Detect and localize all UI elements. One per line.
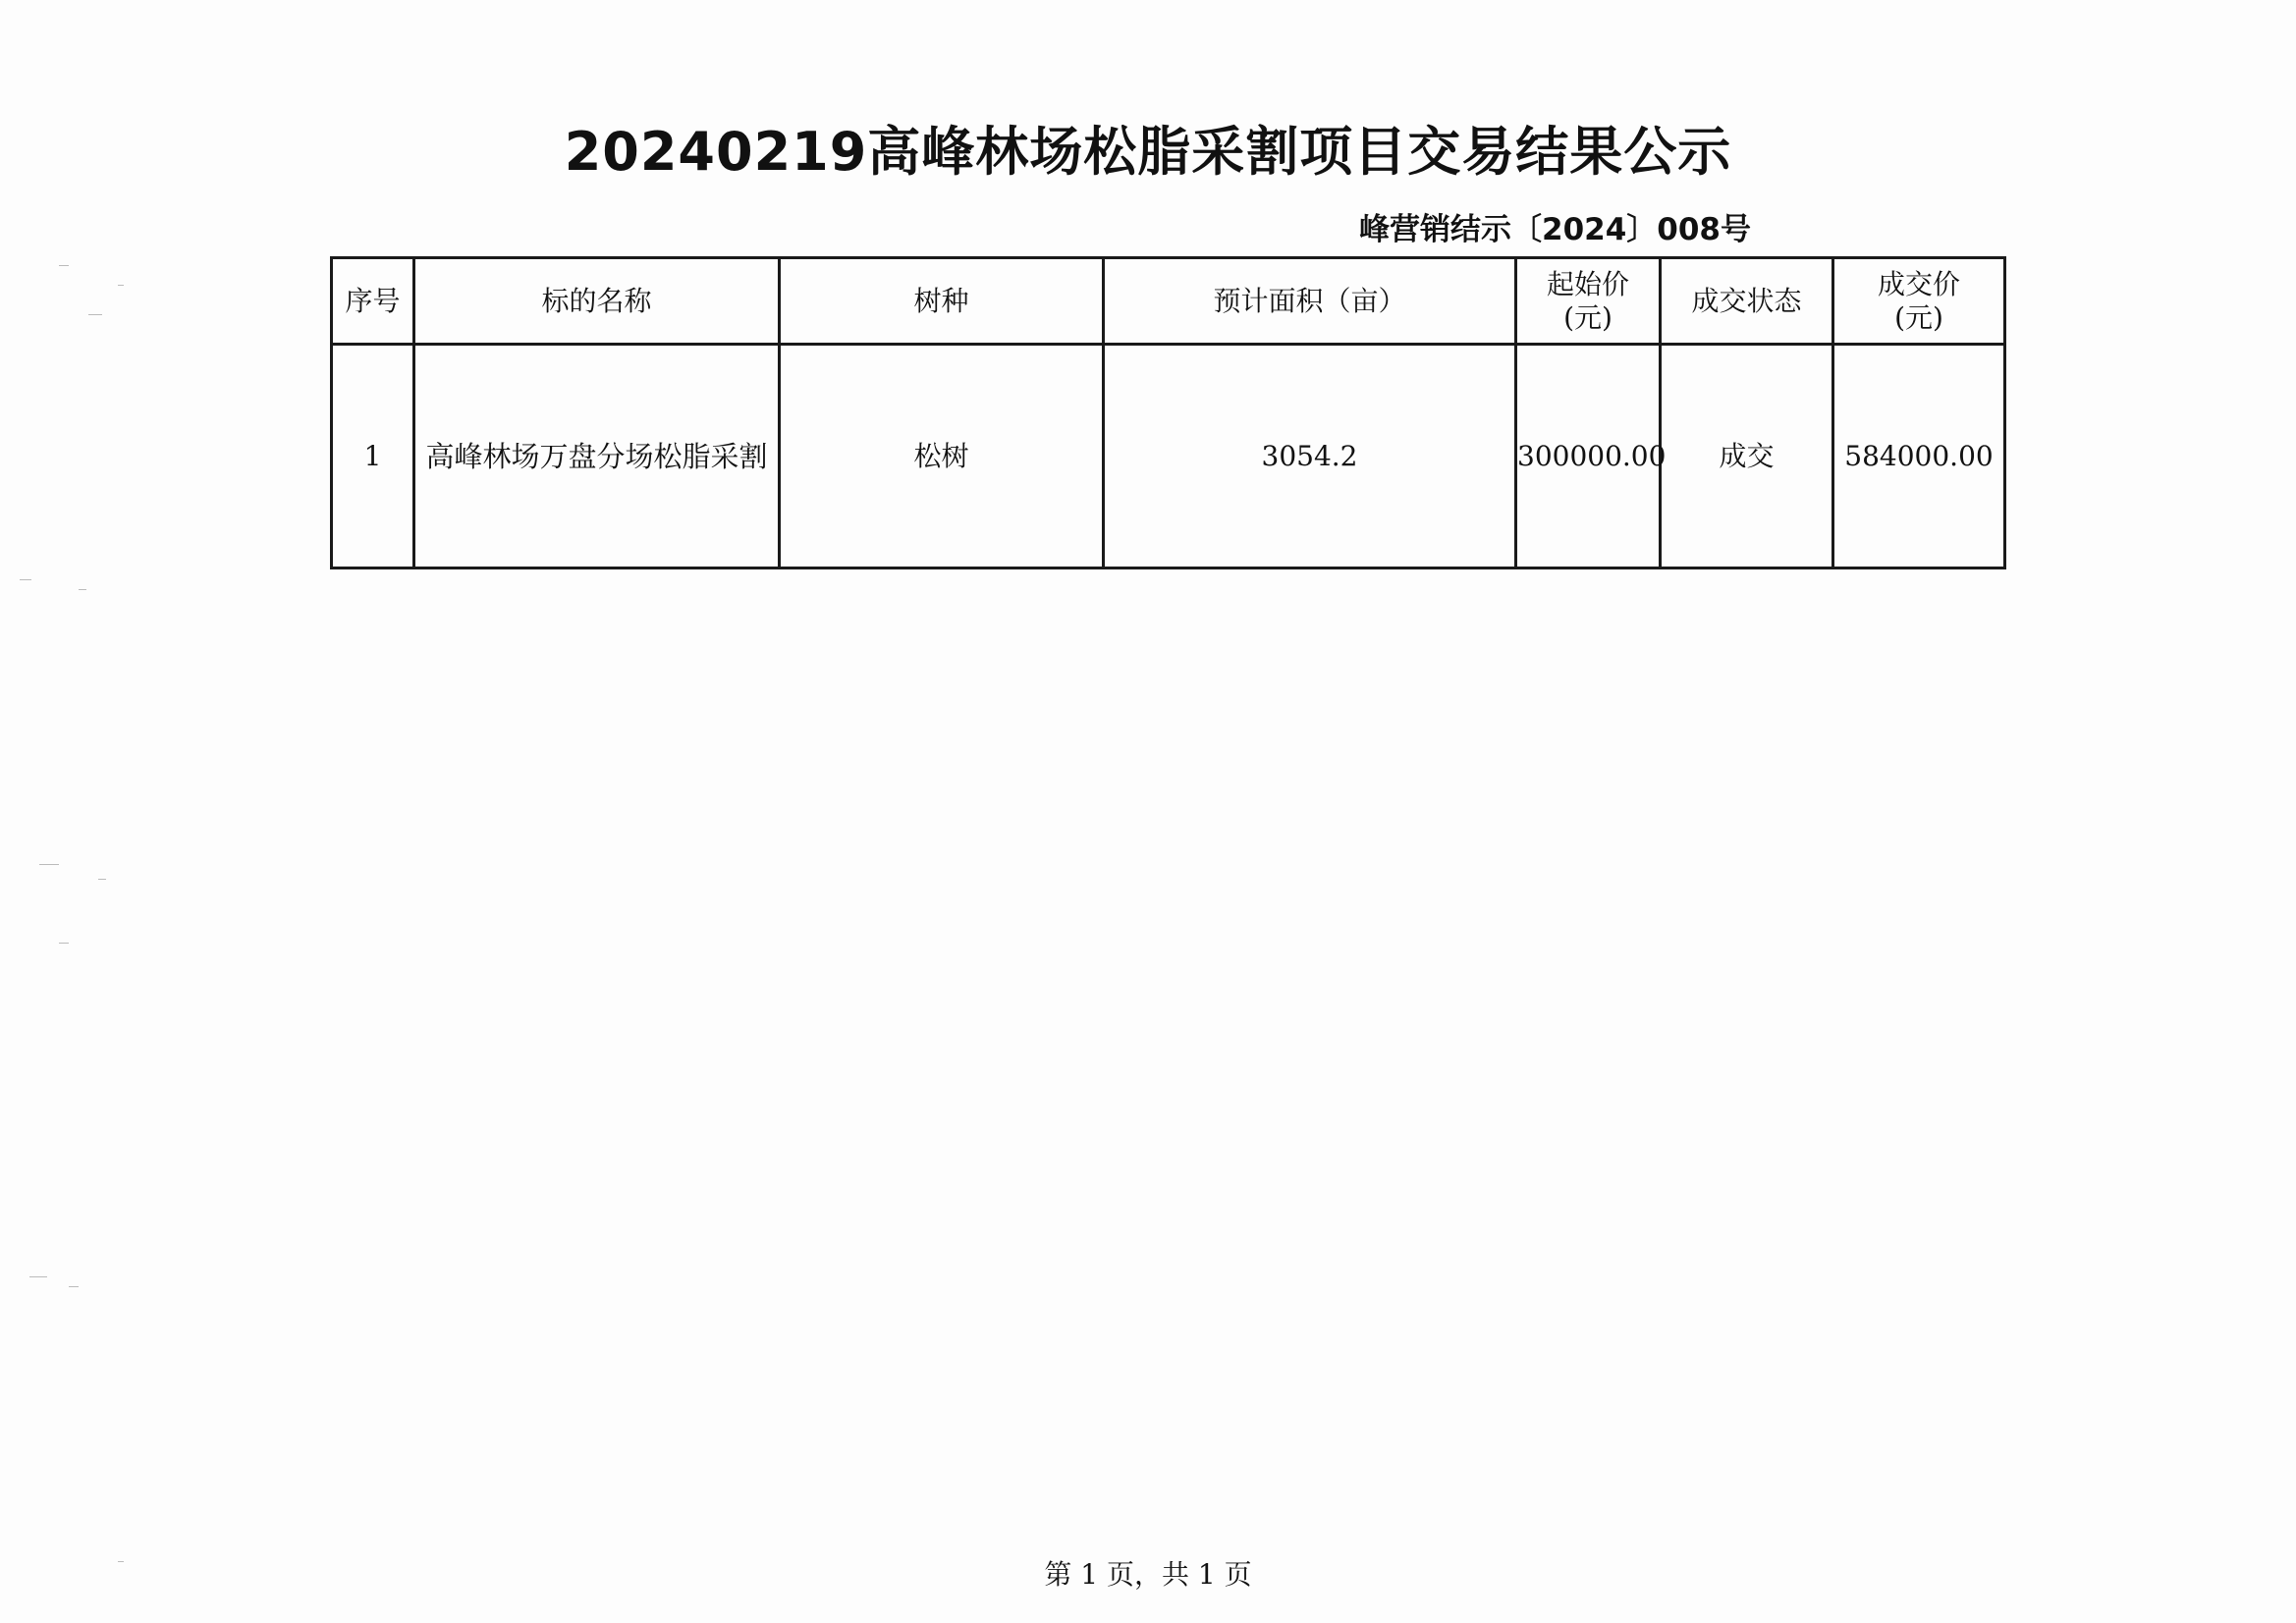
scan-noise (0, 0, 196, 1623)
header-start-price-label: 起始价 (1546, 267, 1629, 300)
cell-start-price: 300000.00 (1516, 345, 1661, 568)
cell-area: 3054.2 (1104, 345, 1516, 568)
header-start-price (1516, 258, 1661, 345)
header-deal-price-label: 成交价 (1877, 267, 1960, 300)
cell-seq: 1 (332, 345, 414, 568)
header-area: 预计面积（亩） (1104, 258, 1516, 345)
header-seq: 序号 (332, 258, 414, 345)
transaction-result-table (330, 256, 2006, 569)
cell-deal-price: 584000.00 (1833, 345, 2005, 568)
cell-species: 松树 (780, 345, 1104, 568)
table-header-row (332, 258, 2005, 345)
cell-name: 高峰林场万盘分场松脂采割 (414, 345, 780, 568)
document-title: 20240219高峰林场松脂采割项目交易结果公示 (564, 121, 1732, 183)
header-name: 标的名称 (414, 258, 780, 345)
header-species: 树种 (780, 258, 1104, 345)
header-start-price-unit: (元) (1563, 300, 1613, 334)
cell-status: 成交 (1661, 345, 1833, 568)
table-row (332, 345, 2005, 568)
header-deal-price-unit: (元) (1894, 300, 1943, 334)
page-footer: 第 1 页，共 1 页 (1044, 1558, 1252, 1591)
header-deal-price (1833, 258, 2005, 345)
document-number: 峰营销结示〔2024〕008号 (1359, 212, 1751, 247)
header-status: 成交状态 (1661, 258, 1833, 345)
